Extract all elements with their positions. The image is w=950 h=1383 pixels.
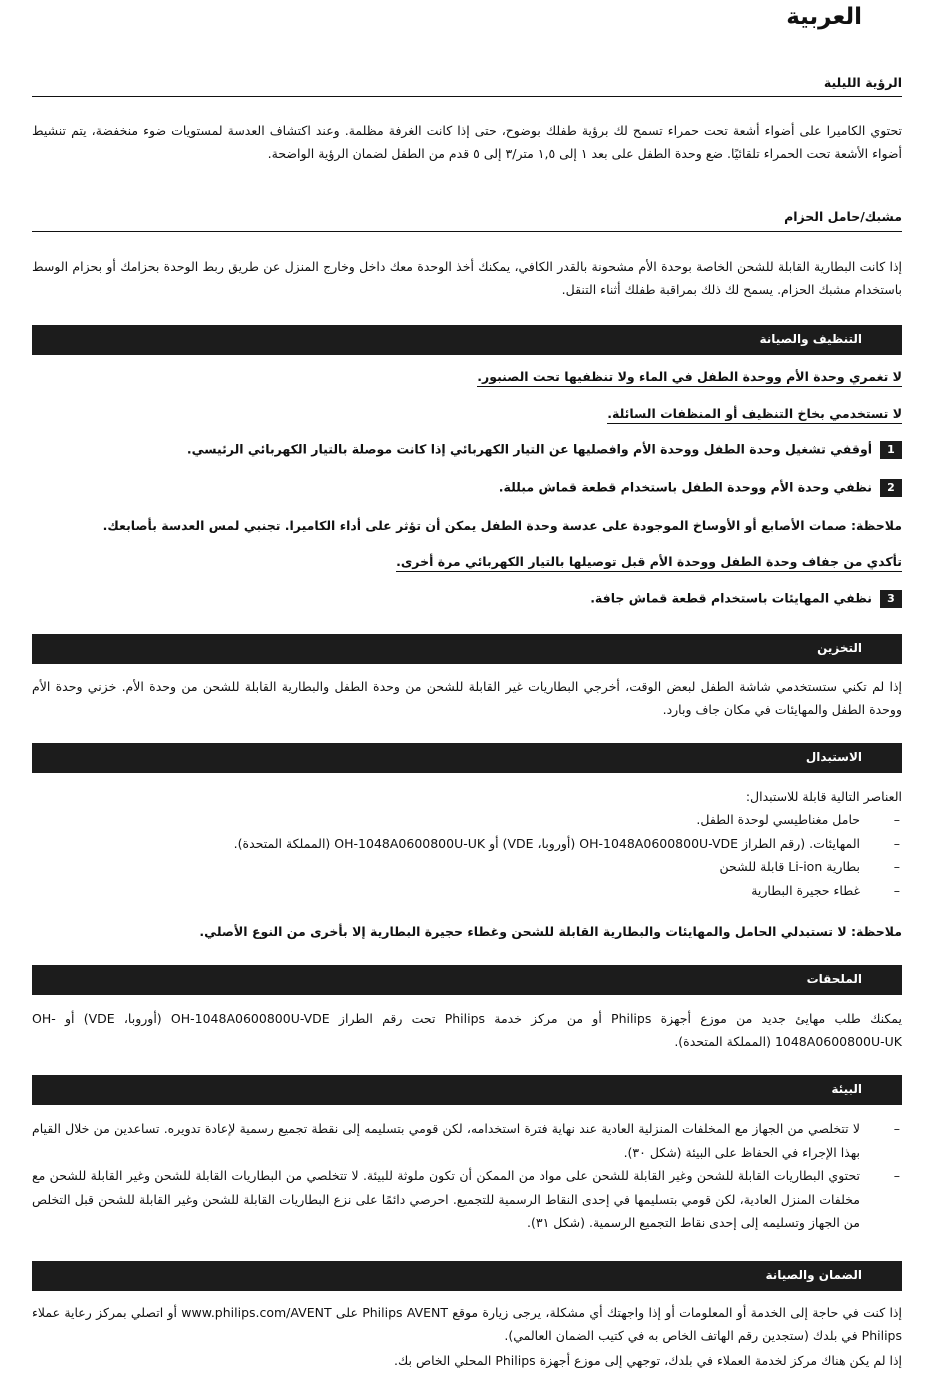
divider	[32, 96, 902, 97]
step-text: نظفي المهايئات باستخدام قطعة قماش جافة.	[590, 590, 872, 606]
belt-clip-heading: مشبك/حامل الحزام	[784, 209, 902, 224]
list-item: – المهايئات. (رقم الطراز OH-1048A0600800U-VDE (أوروبا، VDE) أو OH-1048A0600800U-UK (المملكة المتحدة).	[32, 832, 902, 856]
guarantee-heading: الضمان والصيانة	[765, 1268, 862, 1282]
replacement-section-bar	[32, 743, 902, 773]
step-number: 3	[880, 590, 902, 608]
night-vision-text: تحتوي الكاميرا على أضواء أشعة تحت حمراء تسمح لك برؤية طفلك بوضوح، حتى إذا كانت الغرفة مظلمة. وعند اكتشاف العدسة لمستويات ضوء منخفضة، يتم تنشيط أضواء الأشعة تحت الحمراء تلقائيًا. ضع وحدة الطفل على بعد ١ إلى ١,٥ متر/٣ إلى ٥ قدم من الطفل لضمان الرؤية الواضحة.	[32, 123, 902, 161]
list-item: – بطارية Li-ion قابلة للشحن	[32, 855, 902, 879]
accessories-section-bar	[32, 965, 902, 995]
cleaning-step-1	[32, 441, 902, 459]
environment-list	[32, 1117, 902, 1235]
guarantee-text: إذا كنت في حاجة إلى الخدمة أو المعلومات أو إذا واجهتك أي مشكلة، يرجى زيارة موقع Philips AVENT على www.philips.com/AVENT أو اتصلي بمركز رعاية عملاء Philips في بلدك (ستجدين رقم الهاتف الخاص به في كتيب الضمان العالمي).	[32, 1305, 902, 1343]
cleaning-warning-dry: تأكدي من جفاف وحدة الطفل ووحدة الأم قبل توصيلها بالتيار الكهربائي مرة أخرى.	[396, 554, 902, 572]
list-item: – لا تتخلصي من الجهاز مع المخلفات المنزلية العادية عند نهاية فترة استخدامه، لكن قومي بتسليمه إلى نقطة تجميع رسمية لإعادة تدويره. تساعدين من خلال القيام بهذا الإجراء في الحفاظ على البيئة (شكل ٣٠).	[32, 1117, 902, 1164]
guarantee-section-bar	[32, 1261, 902, 1291]
cleaning-step-3	[32, 590, 902, 608]
storage-section-bar	[32, 634, 902, 664]
cleaning-step-2	[32, 479, 902, 497]
accessories-heading: الملحقات	[806, 972, 862, 986]
environment-heading: البيئة	[831, 1082, 862, 1096]
list-item: – غطاء حجيرة البطارية	[32, 879, 902, 903]
storage-text: إذا لم تكني ستستخدمي شاشة الطفل لبعض الوقت، أخرجي البطاريات غير القابلة للشحن من وحدة الطفل والبطارية القابلة للشحن من وحدة الأم. خزني وحدة الأم ووحدة الطفل والمهايئات في مكان جاف وبارد.	[32, 679, 902, 717]
step-text: أوقفي تشغيل وحدة الطفل ووحدة الأم وافصليها عن التيار الكهربائي إذا كانت موصلة بالتيار الكهربائي الرئيسي.	[186, 441, 872, 457]
cleaning-warning-spray: لا تستخدمي بخاخ التنظيف أو المنظفات السائلة.	[607, 406, 902, 424]
night-vision-heading: الرؤية الليلية	[823, 75, 902, 90]
cleaning-note: ملاحظة: صمات الأصابع أو الأوساخ الموجودة على عدسة وحدة الطفل يمكن أن تؤثر على أداء الكاميرا. تجنبي لمس العدسة بأصابعك.	[102, 518, 902, 533]
step-text: نظفي وحدة الأم ووحدة الطفل باستخدام قطعة قماش مبللة.	[498, 479, 872, 495]
step-number: 2	[880, 479, 902, 497]
environment-section-bar	[32, 1075, 902, 1105]
accessories-text: يمكنك طلب مهايئ جديد من موزع أجهزة Philips أو من مركز خدمة Philips تحت رقم الطراز OH-1048A0600800U-VDE (أوروبا، VDE) أو OH-1048A0600800U-UK (المملكة المتحدة).	[32, 1011, 902, 1049]
cleaning-section-bar	[32, 325, 902, 355]
replacement-heading: الاستبدال	[805, 750, 862, 764]
guarantee-text-2: إذا لم يكن هناك مركز لخدمة العملاء في بلدك، توجهي إلى موزع أجهزة Philips المحلي الخاص بك.	[394, 1353, 902, 1368]
belt-clip-text: إذا كانت البطارية القابلة للشحن الخاصة بوحدة الأم مشحونة بالقدر الكافي، يمكنك أخذ الوحدة معك داخل وخارج المنزل عن طريق ربط الوحدة بحزامك أو بحزام الوسط باستخدام مشبك الحزام. يسمح لك ذلك بمراقبة طفلك أثناء التنقل.	[32, 259, 902, 297]
divider	[32, 231, 902, 232]
replacement-list	[32, 808, 902, 902]
replacement-intro: العناصر التالية قابلة للاستبدال:	[745, 789, 902, 804]
cleaning-warning-water: لا تغمري وحدة الأم ووحدة الطفل في الماء ولا تنظفيها تحت الصنبور.	[477, 369, 902, 387]
list-item: – تحتوي البطاريات القابلة للشحن وغير القابلة للشحن على مواد من الممكن أن تكون ملوثة للبيئة. لا تتخلصي من البطاريات القابلة للشحن وغير القابلة للشحن مع مخلفات المنزل العادية، لكن قومي بتسليمها في إحدى النقاط الرسمية للتجميع. احرصي دائمًا على نزع البطاريات القابلة للشحن وغير القابلة للشحن قبل التخلص من الجهاز وتسليمه إلى إحدى نقاط التجميع الرسمية. (شكل ٣١).	[32, 1164, 902, 1235]
list-item: – حامل مغناطيسي لوحدة الطفل.	[32, 808, 902, 832]
replacement-note: ملاحظة: لا تستبدلي الحامل والمهايئات والبطارية القابلة للشحن وغطاء حجيرة البطارية إلا بأخرى من النوع الأصلي.	[199, 924, 902, 939]
cleaning-heading: التنظيف والصيانة	[759, 332, 862, 346]
step-number: 1	[880, 441, 902, 459]
language-title: العربية	[786, 4, 862, 30]
storage-heading: التخزين	[817, 641, 862, 655]
